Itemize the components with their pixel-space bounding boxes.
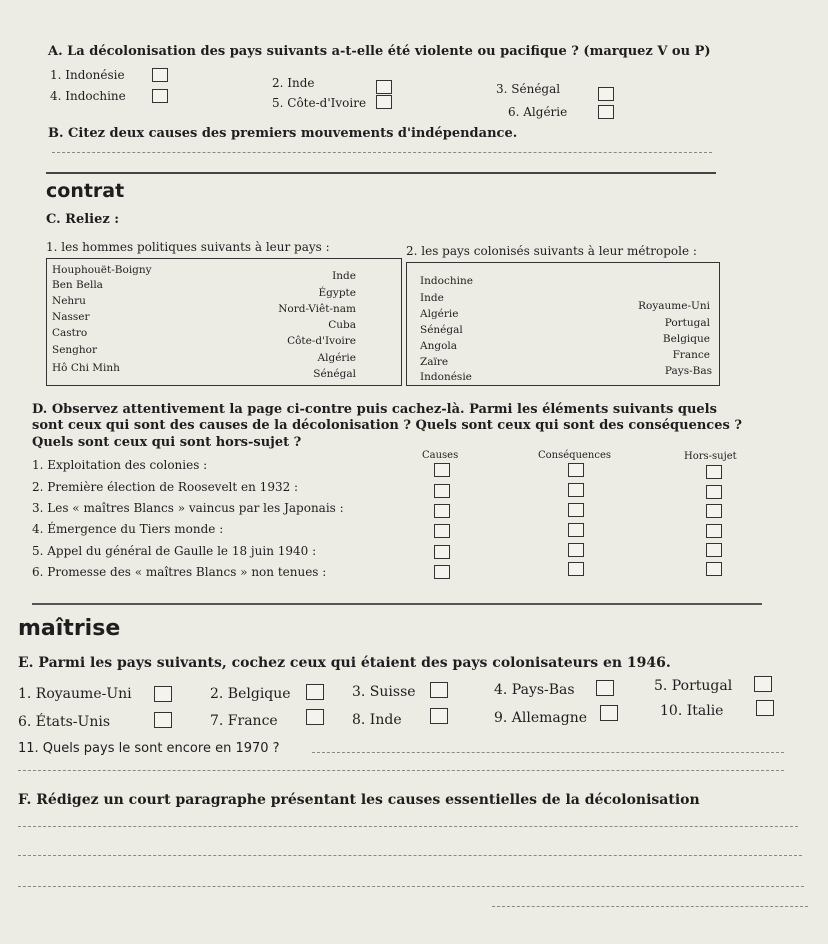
col-causes: Causes <box>422 450 459 461</box>
col-consequences: Conséquences <box>538 450 612 461</box>
e-checkbox[interactable] <box>430 682 448 698</box>
d-checkbox-cause[interactable] <box>434 545 450 559</box>
a-checkbox-algerie[interactable] <box>598 105 614 119</box>
c-sub2: 2. les pays colonisés suivants à leur métropole : <box>406 244 697 258</box>
d-checkbox-hors-sujet[interactable] <box>706 562 722 576</box>
f-answer-line[interactable] <box>492 906 808 907</box>
e-checkbox[interactable] <box>154 686 172 702</box>
e-q11: 11. Quels pays le sont encore en 1970 ? <box>18 741 280 756</box>
colony-item[interactable]: Algérie <box>420 308 459 320</box>
metropole-item[interactable]: France <box>672 349 710 361</box>
d-checkbox-consequence[interactable] <box>568 562 584 576</box>
d-checkbox-hors-sujet[interactable] <box>706 465 722 479</box>
colony-item[interactable]: Angola <box>420 340 458 352</box>
a-checkbox-senegal[interactable] <box>598 87 614 101</box>
leader-country-item[interactable]: Inde <box>332 270 356 282</box>
e-item: 4. Pays-Bas <box>494 682 575 698</box>
question-a: A. La décolonisation des pays suivants a-t-elle été violente ou pacifique ? (marquez V ou P) <box>48 44 711 59</box>
leader-country-item[interactable]: Sénégal <box>313 368 356 380</box>
d-checkbox-consequence[interactable] <box>568 503 584 517</box>
e-item: 9. Allemagne <box>494 710 588 726</box>
contrat-rule <box>46 172 716 174</box>
c-sub1: 1. les hommes politiques suivants à leur pays : <box>46 240 330 254</box>
leader-item[interactable]: Senghor <box>52 344 97 356</box>
leader-item[interactable]: Ben Bella <box>52 279 103 291</box>
d-item: 3. Les « maîtres Blancs » vaincus par les Japonais : <box>32 501 344 515</box>
e-item: 6. États-Unis <box>18 714 111 730</box>
d-checkbox-cause[interactable] <box>434 565 450 579</box>
e-item: 7. France <box>210 713 278 729</box>
d-checkbox-cause[interactable] <box>434 504 450 518</box>
metropole-item[interactable]: Belgique <box>662 333 710 345</box>
a-checkbox-indonesie[interactable] <box>152 68 168 82</box>
a-checkbox-inde[interactable] <box>376 80 392 94</box>
e-checkbox[interactable] <box>756 700 774 716</box>
leader-country-item[interactable]: Algérie <box>317 352 356 364</box>
leader-item[interactable]: Nehru <box>52 295 86 307</box>
a-item-indochine: 4. Indochine <box>50 89 126 103</box>
e-item: 3. Suisse <box>352 684 416 700</box>
leader-item[interactable]: Castro <box>52 327 88 339</box>
d-checkbox-consequence[interactable] <box>568 463 584 477</box>
col-hors-sujet: Hors-sujet <box>684 451 737 462</box>
e-checkbox[interactable] <box>306 709 324 725</box>
d-item: 4. Émergence du Tiers monde : <box>32 522 224 536</box>
d-item: 5. Appel du général de Gaulle le 18 juin 1940 : <box>32 544 317 558</box>
colony-item[interactable]: Indochine <box>420 275 473 287</box>
d-item: 1. Exploitation des colonies : <box>32 458 208 472</box>
e-q11-answer-line[interactable] <box>312 752 784 753</box>
f-answer-line[interactable] <box>18 886 804 887</box>
leader-country-item[interactable]: Cuba <box>328 319 356 331</box>
colony-item[interactable]: Sénégal <box>420 324 463 336</box>
d-checkbox-cause[interactable] <box>434 463 450 477</box>
e-checkbox[interactable] <box>754 676 772 692</box>
a-item-algerie: 6. Algérie <box>508 105 568 119</box>
d-checkbox-hors-sujet[interactable] <box>706 524 722 538</box>
contrat-heading: contrat <box>46 180 125 202</box>
e-checkbox[interactable] <box>430 708 448 724</box>
question-f: F. Rédigez un court paragraphe présentant les causes essentielles de la décolonisation <box>18 792 700 808</box>
colony-item[interactable]: Inde <box>420 292 444 304</box>
e-checkbox[interactable] <box>596 680 614 696</box>
e-item: 5. Portugal <box>654 678 733 694</box>
colony-item[interactable]: Zaïre <box>420 356 449 368</box>
a-item-cote-divoire: 5. Côte-d'Ivoire <box>272 96 367 110</box>
e-item: 1. Royaume-Uni <box>18 686 132 702</box>
e-checkbox[interactable] <box>306 684 324 700</box>
d-checkbox-consequence[interactable] <box>568 483 584 497</box>
metropole-item[interactable]: Pays-Bas <box>664 365 712 377</box>
d-checkbox-cause[interactable] <box>434 484 450 498</box>
e-item: 8. Inde <box>352 712 402 728</box>
d-checkbox-consequence[interactable] <box>568 523 584 537</box>
f-answer-line[interactable] <box>18 855 802 856</box>
d-item: 2. Première élection de Roosevelt en 1932 : <box>32 480 299 494</box>
question-d-line3: Quels sont ceux qui sont hors-sujet ? <box>32 435 302 450</box>
e-checkbox[interactable] <box>154 712 172 728</box>
maitrise-heading: maîtrise <box>18 616 121 641</box>
d-checkbox-hors-sujet[interactable] <box>706 543 722 557</box>
leader-item[interactable]: Nasser <box>52 311 90 323</box>
e-checkbox[interactable] <box>600 705 618 721</box>
e-item: 10. Italie <box>660 703 724 719</box>
question-b: B. Citez deux causes des premiers mouvements d'indépendance. <box>48 126 518 141</box>
metropole-item[interactable]: Royaume-Uni <box>638 300 710 312</box>
leader-country-item[interactable]: Nord-Viêt-nam <box>278 303 356 315</box>
f-answer-line[interactable] <box>18 826 798 827</box>
a-checkbox-indochine[interactable] <box>152 89 168 103</box>
question-c: C. Reliez : <box>46 212 120 227</box>
colony-item[interactable]: Indonésie <box>420 371 472 383</box>
question-e: E. Parmi les pays suivants, cochez ceux qui étaient des pays colonisateurs en 1946. <box>18 655 671 671</box>
d-item: 6. Promesse des « maîtres Blancs » non tenues : <box>32 565 327 579</box>
d-checkbox-hors-sujet[interactable] <box>706 504 722 518</box>
e-item: 2. Belgique <box>210 686 291 702</box>
d-checkbox-hors-sujet[interactable] <box>706 485 722 499</box>
metropole-item[interactable]: Portugal <box>664 317 710 329</box>
d-checkbox-cause[interactable] <box>434 524 450 538</box>
leader-country-item[interactable]: Égypte <box>318 287 356 299</box>
d-checkbox-consequence[interactable] <box>568 543 584 557</box>
b-answer-line[interactable] <box>52 152 712 153</box>
a-item-inde: 2. Inde <box>272 76 315 90</box>
a-item-senegal: 3. Sénégal <box>496 82 561 96</box>
maitrise-rule <box>32 603 762 605</box>
a-item-indonesie: 1. Indonésie <box>50 68 125 82</box>
question-d-line2: sont ceux qui sont des causes de la décolonisation ? Quels sont ceux qui sont des conséquences ? <box>32 418 742 433</box>
leader-item[interactable]: Hô Chi Minh <box>52 362 120 374</box>
leader-country-item[interactable]: Côte-d'Ivoire <box>287 335 356 347</box>
e-q11-answer-line-2[interactable] <box>18 770 784 771</box>
question-d-line1: D. Observez attentivement la page ci-contre puis cachez-là. Parmi les éléments suivants quels <box>32 402 717 417</box>
leader-item[interactable]: Houphouët-Boigny <box>52 264 152 276</box>
a-checkbox-cote-divoire[interactable] <box>376 95 392 109</box>
